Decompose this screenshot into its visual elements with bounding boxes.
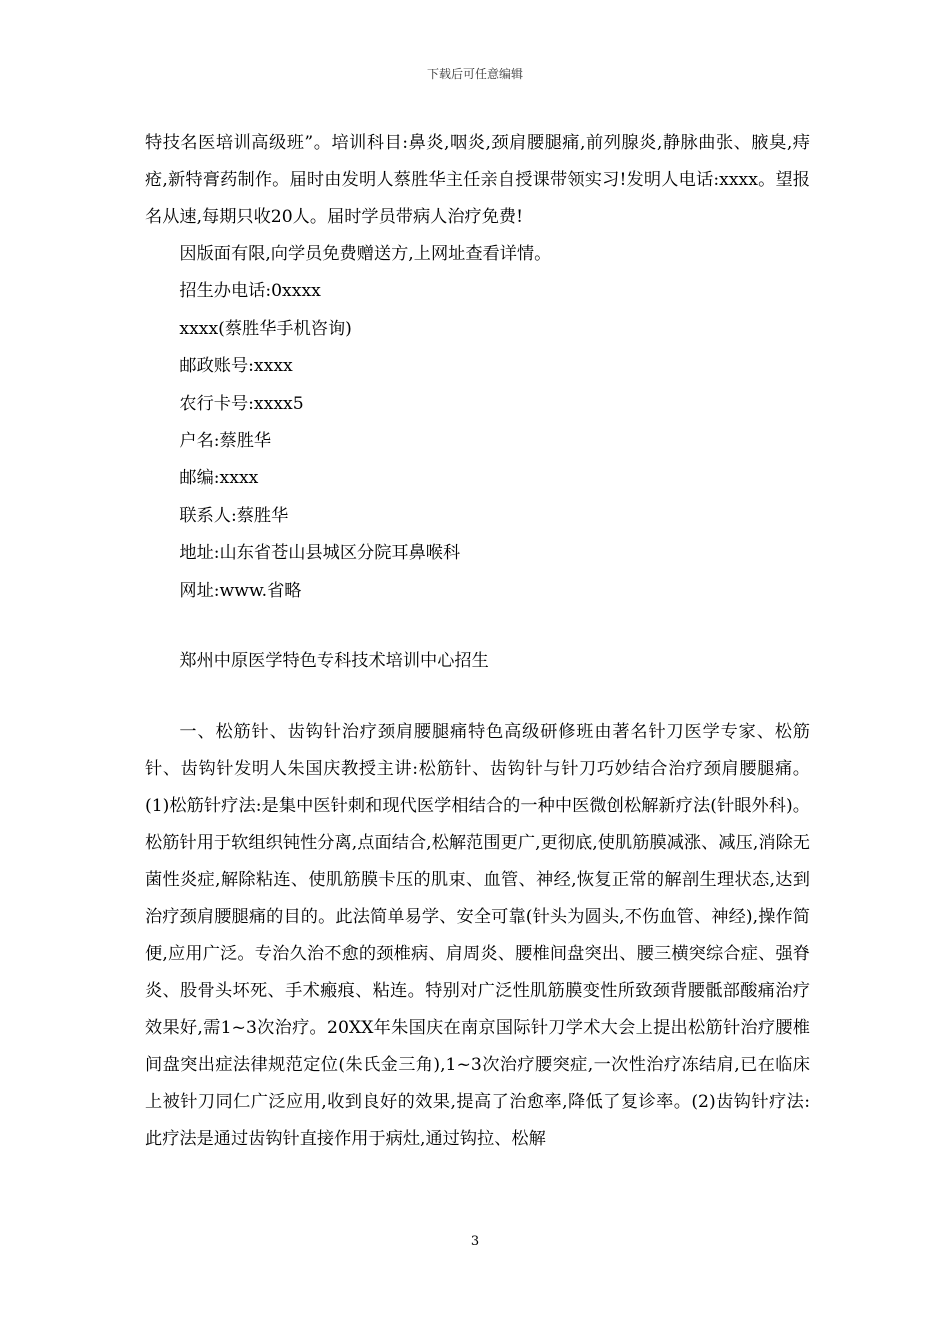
contact-line-contact-person: 联系人:蔡胜华 bbox=[179, 505, 289, 526]
intro-paragraph: 特技名医培训高级班”。培训科目:鼻炎,咽炎,颈肩腰腿痛,前列腺炎,静脉曲张、腋臭,痔疮,新特膏药制作。届时由发明人蔡胜华主任亲自授课带领实习!发明人电话:xxxx。望报名从速,每期只收20人。届时学员带病人治疗免费! bbox=[145, 133, 810, 227]
contact-line-account-name: 户名:蔡胜华 bbox=[179, 431, 272, 452]
contact-line-phone: 招生办电话:0xxxx bbox=[179, 281, 321, 302]
contact-line-address: 地址:山东省苍山县城区分院耳鼻喉科 bbox=[179, 543, 461, 564]
section-spacer bbox=[145, 680, 810, 714]
section-title: 郑州中原医学特色专科技术培训中心招生 bbox=[179, 651, 489, 672]
section-spacer bbox=[145, 610, 810, 643]
contact-line-postal-account: 邮政账号:xxxx bbox=[179, 356, 293, 377]
document-body bbox=[145, 125, 810, 1158]
body-paragraph: 一、松筋针、齿钩针治疗颈肩腰腿痛特色高级研修班由著名针刀医学专家、松筋针、齿钩针发明人朱国庆教授主讲:松筋针、齿钩针与针刀巧妙结合治疗颈肩腰腿痛。(1)松筋针疗法:是集中医针刺和现代医学相结合的一种中医微创松解新疗法(针眼外科)。松筋针用于软组织钝性分离,点面结合,松解范围更广,更彻底,使肌筋膜减涨、减压,消除无菌性炎症,解除粘连、使肌筋膜卡压的肌束、血管、神经,恢复正常的解剖生理状态,达到治疗颈肩腰腿痛的目的。此法简单易学、安全可靠(针头为圆头,不伤血管、神经),操作简便,应用广泛。专治久治不愈的颈椎病、肩周炎、腰椎间盘突出、腰三横突综合症、强脊炎、股骨头坏死、手术瘢痕、粘连。特别对广泛性肌筋膜变性所致颈背腰骶部酸痛治疗效果好,需1~3次治疗。20XX年朱国庆在南京国际针刀学术大会上提出松筋针治疗腰椎间盘突出症法律规范定位(朱氏金三角),1~3次治疗腰突症,一次性治疗冻结肩,已在临床上被针刀同仁广泛应用,收到良好的效果,提高了治愈率,降低了复诊率。(2)齿钩针疗法:此疗法是通过齿钩针直接作用于病灶,通过钩拉、松解 bbox=[145, 722, 810, 1150]
notice-line: 因版面有限,向学员免费赠送方,上网址查看详情。 bbox=[179, 244, 552, 264]
page-number: 3 bbox=[470, 1234, 480, 1249]
page-header: 下载后可任意编辑 bbox=[426, 67, 523, 81]
contact-line-bank-card: 农行卡号:xxxx5 bbox=[179, 393, 304, 414]
contact-line-postcode: 邮编:xxxx bbox=[179, 468, 259, 489]
contact-line-website: 网址:www.省略 bbox=[179, 580, 302, 601]
contact-line-mobile: xxxx(蔡胜华手机咨询) bbox=[179, 318, 352, 339]
